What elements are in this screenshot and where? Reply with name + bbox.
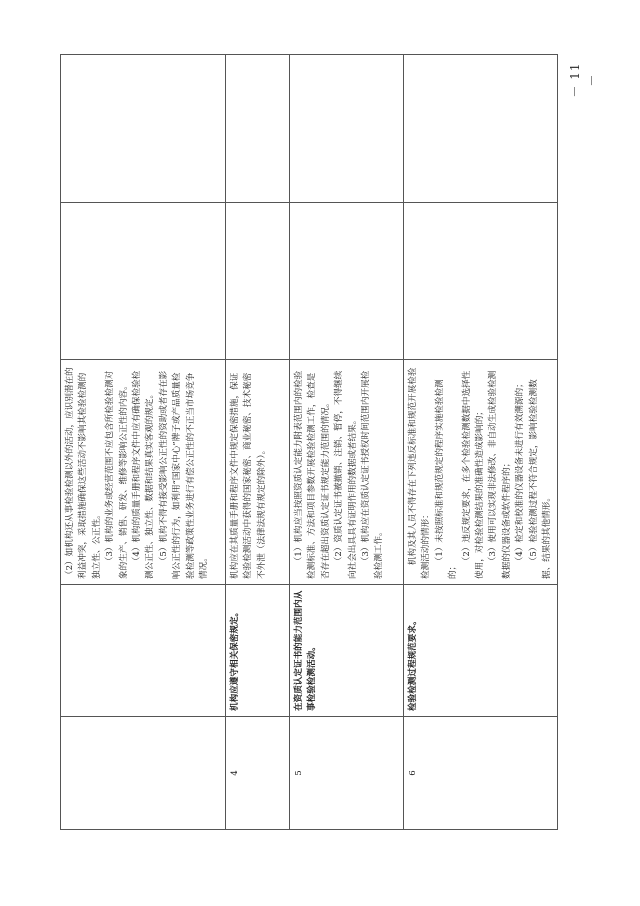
detail-paragraph: （3）机构应在资质认定证书授权时间范围内开展检验检测工作。 xyxy=(361,370,385,579)
empty-cell xyxy=(404,203,558,360)
detail-paragraph: （5）检验检测过程不符合规定，影响检验检测数据、结果的其他情形。 xyxy=(528,379,553,579)
requirement-cell: 机构应遵守相关保密规定。 xyxy=(226,585,290,717)
detail-paragraph: （3）机构的业务或经营范围不应包含所检验检测对象的生产、销售、研发、维修等影响公正性的内容。 xyxy=(105,370,129,579)
detail-paragraph: （2）资质认定证书被撤销、注销、暂停，不得继续向社会出具具有证明作用的数据或者结果。 xyxy=(334,370,358,579)
detail-paragraph: 机构及其人员不得存在下列违反标准和规范开展检验检测活动的情形： xyxy=(408,367,432,579)
detail-paragraph: （2）如机构还从事检验检测以外的活动，应识别潜在的利益冲突，采取措施确保这些活动不影响其检验检测的独立性、公正性。 xyxy=(65,367,102,579)
detail-paragraph: （2）违反规定要求，在多个检验检测数据中选择性使用，对检验检测结果的准确性造成影响的； xyxy=(461,370,486,579)
inspection-table xyxy=(60,54,558,830)
detail-cell xyxy=(290,360,404,585)
empty-cell xyxy=(61,55,226,203)
empty-cell xyxy=(226,203,290,360)
empty-cell xyxy=(290,203,404,360)
detail-cell xyxy=(226,360,290,585)
detail-paragraph: 机构应在其质量手册和程序文件中规定保密措施，保证检验检测活动中获得的国家秘密、商业秘密、技术秘密不外泄（法律法规有规定的除外）。 xyxy=(230,372,267,579)
table-row xyxy=(290,55,404,830)
detail-paragraph: （1）机构应当按照资质认定能力附表范围内的检验检测标准、方法和项目参数开展检验检测工作，检查是否存在超出资质认定证书规定能力范围的情况。 xyxy=(294,370,331,579)
continuation-requirement-cell xyxy=(61,585,226,717)
page-number: － 11 － xyxy=(568,62,599,98)
detail-paragraph: （5）机构不得有接受影响公正性的资助或者存在影响公正性的行为，如利用“国家中心”牌子或产品质量检验检测等政策性业务进行有偿公正性的不正当市场竞争情况。 xyxy=(158,370,210,579)
empty-cell xyxy=(61,203,226,360)
row-number: 4 xyxy=(226,717,290,830)
detail-cell xyxy=(404,360,558,585)
row-number: 5 xyxy=(290,717,404,830)
requirement-cell: 在资质认定证书的能力范围内从事检验检测活动。 xyxy=(290,585,404,717)
empty-cell xyxy=(226,55,290,203)
detail-paragraph: （3）使用可以实现非法修改、非自动生成检验检测数据的仪器设备或软件程序的； xyxy=(488,370,512,579)
detail-paragraph: （4）机构的质量手册和程序文件中应有确保检验检测公正性、独立性、数据和结果真实客观的规定。 xyxy=(132,370,156,579)
rotated-table-wrapper xyxy=(60,55,553,830)
table-row xyxy=(226,55,290,830)
empty-cell xyxy=(404,55,558,203)
table-row-continuation xyxy=(61,55,226,830)
empty-cell xyxy=(290,55,404,203)
requirement-cell: 检验检测过程规范要求。 xyxy=(404,585,558,717)
continuation-detail-cell xyxy=(61,360,226,585)
row-number: 6 xyxy=(404,717,558,830)
continuation-number-cell xyxy=(61,717,226,830)
table-row xyxy=(404,55,558,830)
detail-paragraph: （1）未按照标准和规范规定的程序实施检验检测的； xyxy=(434,379,459,579)
detail-paragraph: （4）检定和校准的仪器设备未进行有效溯源的； xyxy=(515,379,526,566)
